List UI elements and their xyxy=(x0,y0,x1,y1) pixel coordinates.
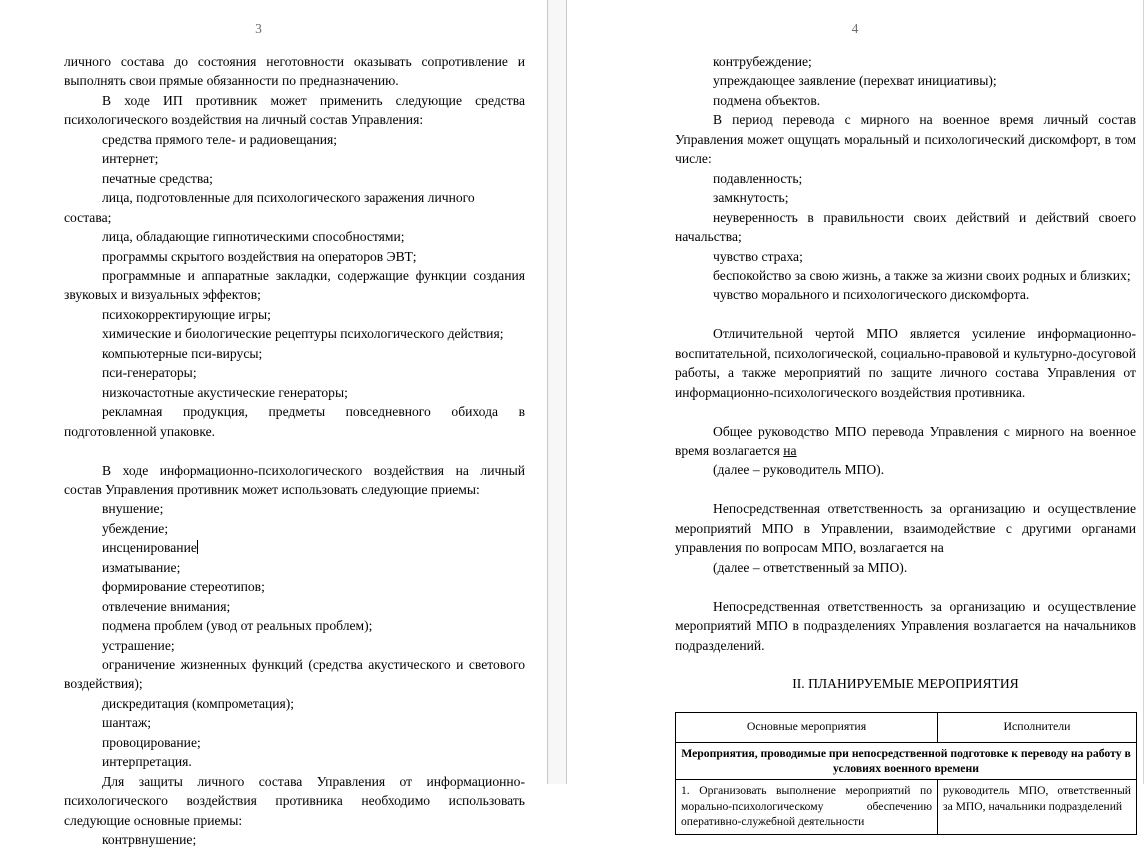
section-heading: II. ПЛАНИРУЕМЫЕ МЕРОПРИЯТИЯ xyxy=(792,675,1019,691)
planned-measures-table xyxy=(675,712,1137,834)
page-3-text-column[interactable] xyxy=(64,52,525,850)
list-item: неуверенность в правильности своих действий и действий своего начальства; xyxy=(675,209,1136,245)
paragraph: Отличительной чертой МПО является усиление информационно-воспитательной, психологической, социально-правовой и культурно-досуговой работы, а также мероприятий по защите личного состава Управления от информационно-психологического воздействия противника. xyxy=(675,326,1136,400)
page-4-text-column[interactable] xyxy=(675,52,1136,835)
list-item: формирование стереотипов; xyxy=(102,579,265,595)
list-item: программные и аппаратные закладки, содержащие функции создания звуковых и визуальных эффектов; xyxy=(64,267,525,303)
document-page-4 xyxy=(566,0,1144,829)
paragraph: Непосредственная ответственность за организацию и осуществление мероприятий МПО в подразделениях Управления возлагается на начальников подразделений. xyxy=(675,598,1136,653)
table-band-row xyxy=(676,743,1137,780)
list-item-with-caret xyxy=(64,538,525,557)
list-item: упреждающее заявление (перехват инициативы); xyxy=(713,73,997,89)
list-item: психокорректирующие игры; xyxy=(102,306,271,322)
blank-line xyxy=(675,305,1136,324)
column-header-measures: Основные мероприятия xyxy=(676,713,938,743)
list-item: химические и биологические рецептуры психологического действия; xyxy=(102,326,504,342)
table-band-label: Мероприятия, проводимые при непосредственной подготовке к переводу на работу в условиях военного времени xyxy=(676,743,1137,780)
list-item: (далее – руководитель МПО). xyxy=(713,462,885,478)
list-item: печатные средства; xyxy=(102,170,213,186)
blank-line xyxy=(675,577,1136,596)
table-cell-executors: руководитель МПО, ответственный за МПО, начальники подразделений xyxy=(938,780,1137,835)
list-item: средства прямого теле- и радиовещания; xyxy=(102,131,338,147)
paragraph: В период перевода с мирного на военное время личный состав Управления может ощущать моральный и психологический дискомфорт, в том числе: xyxy=(675,112,1136,167)
list-item: компьютерные пси-вирусы; xyxy=(102,345,263,361)
page-gutter xyxy=(549,0,566,784)
list-item: контрвнушение; xyxy=(102,832,197,848)
list-item: шантаж; xyxy=(102,715,152,731)
table-header-row xyxy=(676,713,1137,743)
list-item: (далее – ответственный за МПО). xyxy=(713,559,908,575)
text-cursor-caret xyxy=(197,540,198,554)
list-item: интерпретация. xyxy=(102,754,192,770)
paragraph-with-underlined-tail xyxy=(675,422,1136,461)
list-item: лица, обладающие гипнотическими способностями; xyxy=(102,229,405,245)
paragraph: В ходе информационно-психологического воздействия на личный состав Управления противник может использовать следующие приемы: xyxy=(64,462,525,497)
list-item: убеждение; xyxy=(102,520,169,536)
list-item: замкнутость; xyxy=(713,190,789,206)
list-item: внушение; xyxy=(102,501,164,517)
page-4-content xyxy=(567,0,1143,829)
list-item: контрубеждение; xyxy=(713,54,812,69)
list-item: ограничение жизненных функций (средства акустического и светового воздействия); xyxy=(64,657,525,692)
list-item: подмена проблем (увод от реальных проблем); xyxy=(102,618,373,634)
page-number-left: 3 xyxy=(255,21,262,36)
list-item: отвлечение внимания; xyxy=(102,598,231,614)
list-item: пси-генераторы; xyxy=(102,365,197,381)
document-page-3 xyxy=(0,0,548,848)
paragraph-text: Общее руководство МПО перевода Управления с мирного на военное время возлагается xyxy=(675,423,1136,459)
blank-line xyxy=(675,402,1136,421)
list-item: интернет; xyxy=(102,151,159,167)
list-item-label: инсценирование xyxy=(102,540,197,556)
list-item: устрашение; xyxy=(102,637,175,653)
page-number-right: 4 xyxy=(851,21,859,36)
list-item: беспокойство за свою жизнь, а также за жизни своих родных и близких; xyxy=(713,267,1131,283)
paragraph: Непосредственная ответственность за организацию и осуществление мероприятий МПО в Управлении, взаимодействие с другими органами управления по вопросам МПО, возлагается на xyxy=(675,501,1136,556)
paragraph: Для защиты личного состава Управления от информационно-психологического воздействия противника необходимо использовать следующие основные приемы: xyxy=(64,773,525,828)
blank-line xyxy=(675,480,1136,499)
paragraph: В ходе ИП противник может применить следующие средства психологического воздействия на личный состав Управления: xyxy=(64,92,525,128)
blank-line xyxy=(64,441,525,460)
list-item: подмена объектов. xyxy=(713,92,821,108)
list-item: чувство страха; xyxy=(713,248,803,264)
list-item: подавленность; xyxy=(713,170,803,186)
list-item: провоцирование; xyxy=(102,734,201,750)
column-header-executors: Исполнители xyxy=(938,713,1137,743)
table-row xyxy=(676,780,1137,835)
list-item: рекламная продукция, предметы повседневного обихода в подготовленной упаковке. xyxy=(64,404,525,439)
list-item: лица, подготовленные для психологического заражения личного состава; xyxy=(64,190,475,225)
list-item: низкочастотные акустические генераторы; xyxy=(102,384,348,400)
paragraph: личного состава до состояния неготовности оказывать сопротивление и выполнять свои прямые обязанности по предназначению. xyxy=(64,54,525,89)
table-cell-measure: 1. Организовать выполнение мероприятий по морально-психологическому обеспечению оперативно-служебной деятельности xyxy=(676,780,938,835)
list-item: дискредитация (компрометация); xyxy=(102,695,295,711)
underlined-blank-na: на xyxy=(783,443,797,459)
list-item: изматывание; xyxy=(102,559,181,575)
list-item: чувство морального и психологического дискомфорта. xyxy=(713,287,1030,303)
list-item: программы скрытого воздействия на операторов ЭВТ; xyxy=(102,248,417,264)
page-3-content xyxy=(0,0,547,848)
